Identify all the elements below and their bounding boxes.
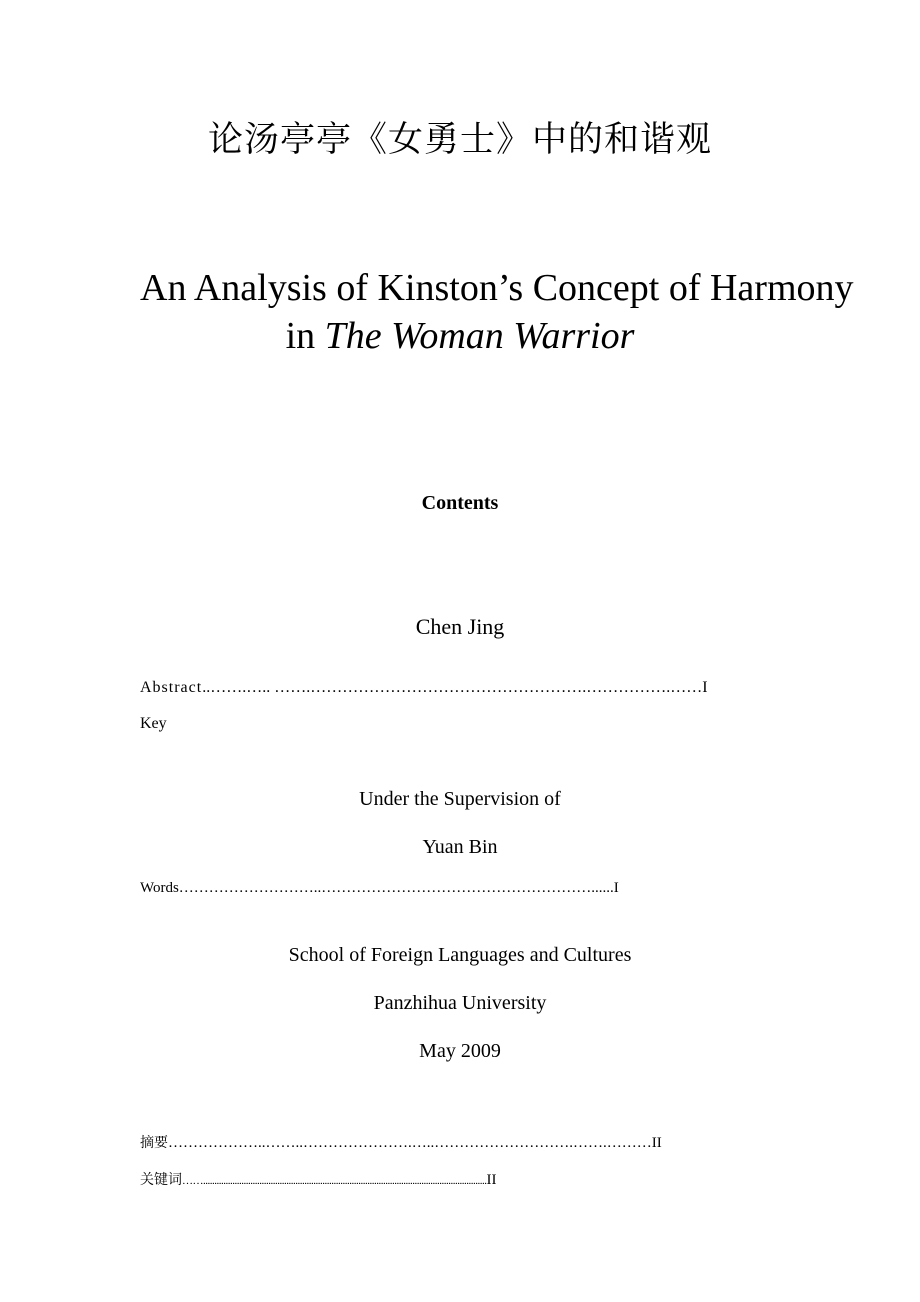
toc-leader: …….............................................................................................................................. [182,1175,487,1187]
toc-label: Words [140,880,179,896]
toc-leader: ………………………..………………………………………………...... [178,880,614,896]
date: May 2009 [419,1040,501,1062]
toc-entry-key [140,715,167,733]
toc-entry-abstract [140,679,708,697]
supervision-label: Under the Supervision of [359,788,561,810]
toc-entry-abstract-cn [140,1132,662,1152]
toc-label: Abstract [140,679,203,696]
toc-label: 关键词 [140,1172,182,1188]
school-name: School of Foreign Languages and Cultures [288,944,632,966]
toc-page: I [613,880,619,896]
english-title-italic: The Woman Warrior [324,315,635,357]
toc-leader: ………………..……..………………….…..……………………….…….……… [168,1135,652,1151]
english-title-line-1: An Analysis of Kinston’s Concept of Harmony [140,267,854,309]
university-name: Panzhihua University [373,992,547,1014]
toc-page: II [651,1135,662,1151]
toc-leader: ..…….….. …….…………………………………………….…………….…… [202,679,703,696]
toc-page: I [702,679,708,696]
english-title-line-2 [0,314,920,358]
toc-label: 摘要 [140,1135,168,1151]
toc-label: Key [140,715,167,732]
toc-page: II [486,1172,497,1188]
english-title-prefix: in [285,315,325,357]
chinese-title: 论汤亭亭《女勇士》中的和谐观 [207,120,712,160]
toc-entry-words [140,880,619,897]
author-name: Chen Jing [415,614,505,639]
supervisor-name: Yuan Bin [422,836,498,858]
toc-entry-keywords-cn [140,1169,780,1189]
contents-heading: Contents [421,492,499,514]
